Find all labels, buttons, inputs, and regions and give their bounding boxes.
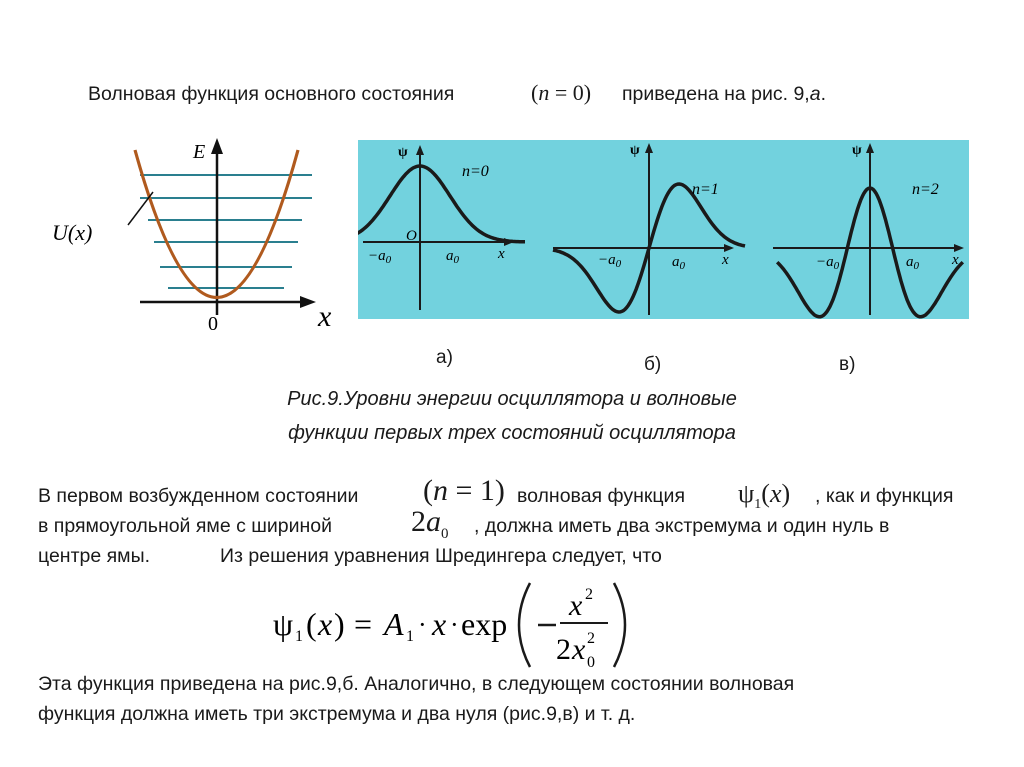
figure-caption-line2: функции первых трех состояний осциллятора <box>288 422 736 444</box>
para1-t4: в прямоугольной яме с шириной <box>38 515 333 537</box>
intro-tail: приведена на рис. 9,а. <box>622 83 827 105</box>
panel-b-neg-label: $-a_0$ <box>598 252 622 270</box>
para1-t5: , должна иметь два экстремума и один нуль в <box>474 515 890 537</box>
panel-c-pos-label: $a_0$ <box>906 254 919 272</box>
para1-formula-2a0: $2a_0$ <box>411 505 449 542</box>
panel-a-neg-label: $-a_0$ <box>368 248 392 266</box>
sublabel-b: б) <box>644 354 662 375</box>
svg-text:A: A <box>384 606 404 642</box>
svg-text:x: x <box>569 589 583 622</box>
panel-c-x-label: x <box>952 252 959 268</box>
x-axis-arrow <box>300 296 316 308</box>
svg-text:1: 1 <box>295 628 303 645</box>
para1-t1: В первом возбужденном состоянии <box>38 485 359 507</box>
svg-text:(: ( <box>306 606 317 642</box>
wavefunction-figure <box>358 140 969 319</box>
sublabel-a: а) <box>436 347 453 368</box>
axis-y-label: E <box>193 141 206 163</box>
origin-label: 0 <box>208 313 218 335</box>
wavefunction-svg <box>358 140 969 319</box>
svg-text:·: · <box>450 610 459 639</box>
svg-text:x: x <box>572 633 586 666</box>
svg-text:=: = <box>354 606 373 642</box>
panel-a-psi-label: ψ <box>398 145 408 160</box>
right-paren <box>614 583 625 667</box>
sublabel-v: в) <box>839 354 856 375</box>
potential-label: U(x) <box>52 220 93 245</box>
panel-a-x-label: x <box>498 246 505 262</box>
panel-a-pos-label: $a_0$ <box>446 248 459 266</box>
intro-formula: (n = 0) <box>531 80 592 105</box>
axis-x-label: x <box>318 300 332 333</box>
svg-text:·: · <box>418 610 427 639</box>
psi0-curve <box>358 166 525 242</box>
svg-text:x: x <box>432 606 447 642</box>
para1-t3: , как и функция <box>815 485 954 507</box>
para2-line2: функция должна иметь три экстремума и два нуля (рис.9,в) и т. д. <box>38 703 636 725</box>
panel-c-neg-label: $-a_0$ <box>816 254 840 272</box>
svg-text:): ) <box>334 606 345 642</box>
panel-c-n-label: n=2 <box>912 181 939 198</box>
svg-text:2: 2 <box>556 633 571 666</box>
para1-formula-psi1: $\psi_1(x)$ <box>738 479 791 513</box>
svg-text:0: 0 <box>587 654 595 671</box>
intro-text: Волновая функция основного состояния <box>88 83 455 105</box>
para1-t6: центре ямы. <box>38 545 151 567</box>
panel-b-n-label: n=1 <box>692 181 719 198</box>
svg-text:ψ: ψ <box>273 606 294 642</box>
left-paren <box>519 583 530 667</box>
para2-line1: Эта функция приведена на рис.9,б. Аналогично, в следующем состоянии волновая <box>38 673 795 695</box>
para1-formula-n1: (n = 1) <box>423 474 505 507</box>
para1-t2: волновая функция <box>517 485 686 507</box>
svg-text:x: x <box>318 606 333 642</box>
svg-text:2: 2 <box>585 586 593 603</box>
svg-text:exp: exp <box>461 606 508 642</box>
panel-a-origin-label: O <box>406 228 417 244</box>
y-axis-arrow <box>211 138 223 154</box>
figure-caption-line1: Рис.9.Уровни энергии осциллятора и волновые <box>287 388 737 410</box>
panel-a-n-label: n=0 <box>462 163 489 180</box>
panel-c-psi-label: ψ <box>852 143 862 158</box>
panel-b-psi-label: ψ <box>630 143 640 158</box>
panel-b-pos-label: $a_0$ <box>672 254 685 272</box>
panel-b-x-label: x <box>722 252 729 268</box>
oscillator-diagram <box>40 130 350 340</box>
svg-text:2: 2 <box>587 630 595 647</box>
intro-line <box>88 83 454 106</box>
para1-t7: Из решения уравнения Шредингера следует, что <box>220 545 662 567</box>
svg-text:1: 1 <box>406 628 414 645</box>
equation-psi1 <box>268 575 638 675</box>
